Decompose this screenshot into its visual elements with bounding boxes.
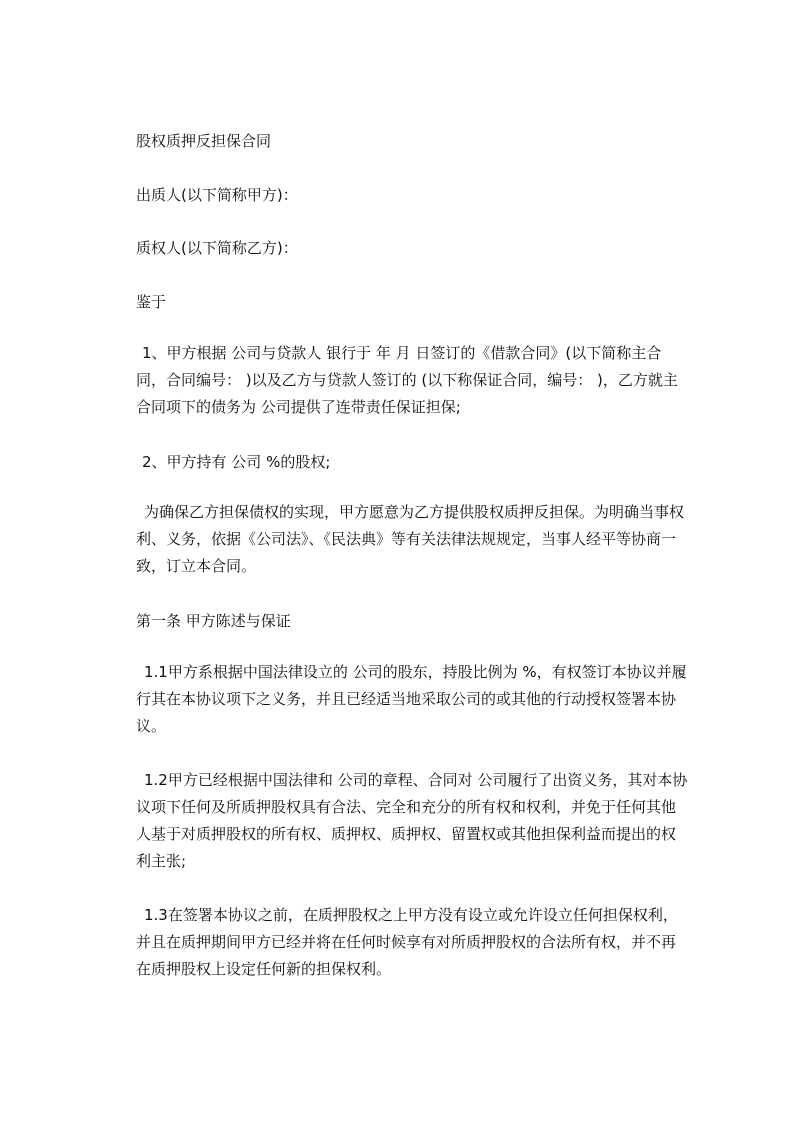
article-1-title: 第一条 甲方陈述与保证 bbox=[136, 612, 291, 630]
recital-1: 1、甲方根据 公司与贷款人 银行于 年 月 日签订的《借款合同》(以下简称主合同，合同编号： )以及乙方与贷款人签订的 (以下称保证合同，编号： )，乙方就主合同项下的债务为 公司提供了连带责任保证担保; bbox=[136, 344, 678, 416]
pledgee-line: 质权人(以下简称乙方)： bbox=[136, 239, 298, 257]
recital-2: 2、甲方持有 公司 %的股权; bbox=[142, 453, 331, 471]
pledgor-line: 出质人(以下简称甲方)： bbox=[136, 186, 298, 204]
clause-1-1: 1.1甲方系根据中国法律设立的 公司的股东，持股比例为 %，有权签订本协议并履行其在本协议项下之义务，并且已经适当地采取公司的或其他的行动授权签署本协议。 bbox=[136, 663, 687, 735]
document-title: 股权质押反担保合同 bbox=[136, 132, 272, 150]
clause-1-2: 1.2甲方已经根据中国法律和 公司的章程、合同对 公司履行了出资义务，其对本协议项下任何及所质押股权具有合法、完全和充分的所有权和权利，并免于任何其他人基于对质押股权的所有权、质押权、质押权、留置权或其他担保利益而提出的权利主张; bbox=[136, 771, 688, 870]
purpose-paragraph: 为确保乙方担保债权的实现，甲方愿意为乙方提供股权质押反担保。为明确当事权利、义务，依据《公司法》、《民法典》等有关法律法规规定，当事人经平等协商一致，订立本合同。 bbox=[136, 503, 685, 575]
clause-1-3: 1.3在签署本协议之前，在质押股权之上甲方没有设立或允许设立任何担保权利，并且在质押期间甲方已经并将在任何时候享有对所质押股权的合法所有权，并不再在质押股权上设定任何新的担保权利。 bbox=[136, 906, 678, 978]
whereas-heading: 鉴于 bbox=[136, 293, 167, 311]
